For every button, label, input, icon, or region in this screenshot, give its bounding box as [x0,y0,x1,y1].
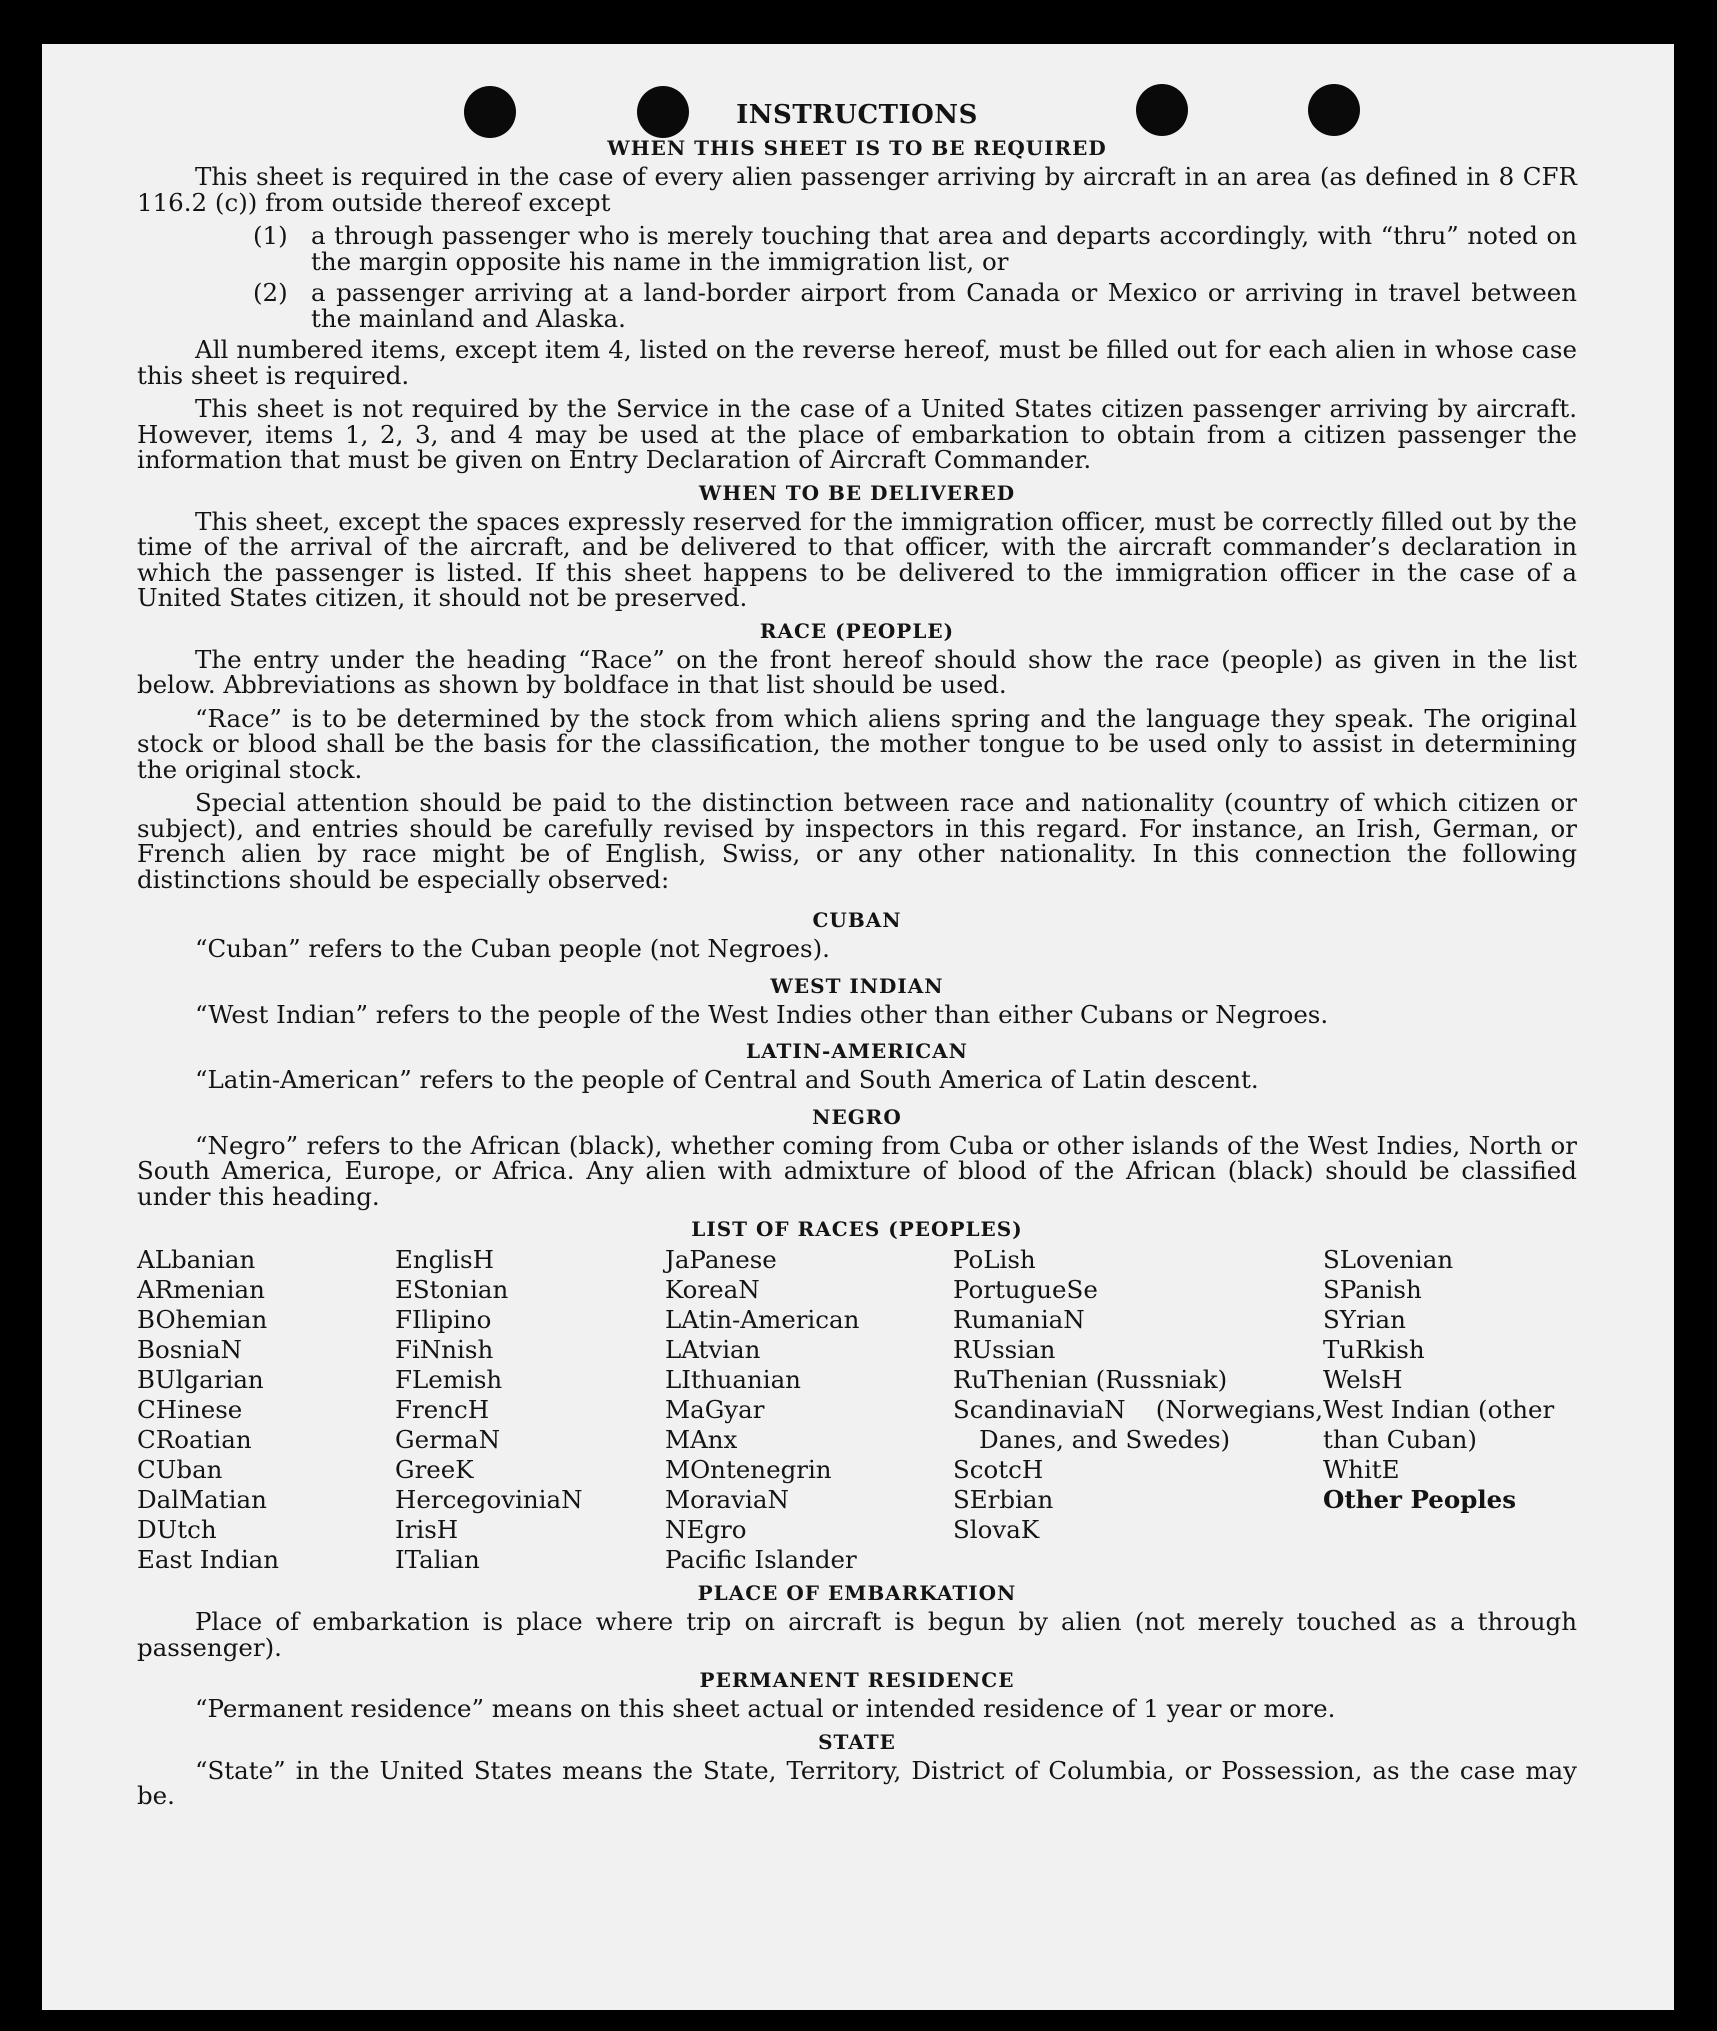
race-entry: WelsH [1323,1365,1403,1394]
state-definition: “State” in the United States means the State, Territory, District of Columbia, or Possession, as the case may be. [137,1755,1577,1810]
race-entry: SErbian [953,1485,1054,1514]
race-entry: DalMatian [137,1485,267,1514]
delivered-text: This sheet, except the spaces expressly reserved for the immigration officer, must be correctly filled out by the time of the arrival of the aircraft, and be delivered to that officer, with the aircraft commander’s declaration in which the passenger is listed. If this sheet happens to be delivered to the immigration officer in the case of a United States citizen, it should not be preserved. [137,506,1577,612]
race-entry: KoreaN [665,1275,760,1304]
race-entry: Other Peoples [1323,1485,1517,1514]
negro-definition: “Negro” refers to the African (black), whether coming from Cuba or other islands of the West Indies, North or South America, Europe, or Africa. Any alien with admixture of blood of the African (black) should be classified under this heading. [137,1130,1577,1211]
races-column-3 [665,1245,953,1575]
race-entry: East Indian [137,1545,280,1574]
race-entry: BosniaN [137,1335,242,1364]
race-entry: JaPanese [665,1245,777,1274]
race-entry: Pacific Islander [665,1545,857,1574]
latin-american-definition: “Latin-American” refers to the people of Central and South America of Latin descent. [195,1065,1259,1094]
document-page [42,44,1674,2010]
race-entry: CUban [137,1455,223,1484]
race-para-2: “Race” is to be determined by the stock from which aliens spring and the language they speak. The original stock or blood shall be the basis for the classification, the mother tongue to be used only to assist in determining the original stock. [137,703,1577,784]
race-entry: NEgro [665,1515,747,1544]
race-entry: SPanish [1323,1275,1422,1304]
race-para-1: The entry under the heading “Race” on the front hereof should show the race (people) as given in the list below. Abbreviations as shown by boldface in that list should be used. [137,644,1577,699]
cuban-definition: “Cuban” refers to the Cuban people (not Negroes). [195,934,830,963]
item-number: (2) [253,278,288,307]
race-entry: TuRkish [1323,1335,1425,1364]
race-entry: MaGyar [665,1395,765,1424]
race-entry: ALbanian [137,1245,256,1274]
section-heading-race: RACE (PEOPLE) [759,618,955,643]
race-entry: ScandinaviaN (Norwegians, Danes, and Swedes) [953,1395,1323,1454]
section-heading-state: STATE [818,1729,896,1754]
race-entry: DUtch [137,1515,217,1544]
race-entry: WhitE [1323,1455,1400,1484]
race-para-3: Special attention should be paid to the distinction between race and nationality (country of which citizen or subject), and entries should be carefully revised by inspectors in this regard. For instance, an Irish, German, or French alien by race might be of English, Swiss, or any other nationality. In this connection the following distinctions should be especially observed: [137,788,1577,894]
race-entry: SLovenian [1323,1245,1454,1274]
race-entry: BOhemian [137,1305,268,1334]
race-entry: MOntenegrin [665,1455,832,1484]
residence-definition: “Permanent residence” means on this sheet actual or intended residence of 1 year or more. [195,1694,1336,1723]
section-heading-negro: NEGRO [812,1104,902,1129]
section-heading-delivered: WHEN TO BE DELIVERED [698,480,1016,505]
section-heading-cuban: CUBAN [812,908,902,932]
race-entry: PoLish [953,1245,1036,1274]
race-entry: West Indian (other than Cuban) [1323,1395,1555,1454]
race-entry: EStonian [395,1275,509,1304]
exception-item [253,223,1577,274]
west-indian-definition: “West Indian” refers to the people of the West Indies other than either Cubans or Negroes. [195,999,1329,1029]
race-entry: GreeK [395,1455,474,1484]
race-entry: EnglisH [395,1245,494,1274]
race-entry: IrisH [395,1515,459,1544]
embarkation-definition: Place of embarkation is place where trip on aircraft is begun by alien (not merely touched as a through passenger). [137,1607,1577,1662]
race-entry: ITalian [395,1545,480,1574]
race-entry: FrencH [395,1395,490,1424]
races-column-5 [1323,1245,1577,1575]
race-entry: LIthuanian [665,1365,801,1394]
race-entry: MoraviaN [665,1485,789,1514]
race-entry: ARmenian [137,1275,265,1304]
race-entry: FLemish [395,1365,503,1394]
race-entry: FiNnish [395,1335,494,1364]
race-entry: FIlipino [395,1305,492,1334]
section-heading-residence: PERMANENT RESIDENCE [699,1668,1015,1692]
required-para-2: All numbered items, except item 4, listed on the reverse hereof, must be filled out for each alien in whose case this sheet is required. [137,335,1577,390]
race-entry: GermaN [395,1425,501,1454]
race-entry: SYrian [1323,1305,1406,1334]
required-intro: This sheet is required in the case of every alien passenger arriving by aircraft in an area (as defined in 8 CFR 116.2 (c)) from outside thereof except [137,162,1577,217]
races-column-2 [395,1245,665,1575]
item-text: a passenger arriving at a land-border airport from Canada or Mexico or arriving in travel between the mainland and Alaska. [311,278,1577,333]
required-para-3: This sheet is not required by the Service in the case of a United States citizen passenger arriving by aircraft. However, items 1, 2, 3, and 4 may be used at the place of embarkation to obtain from a citizen passenger the information that must be given on Entry Declaration of Aircraft Commander. [137,394,1577,474]
race-entry: PortugueSe [953,1275,1098,1304]
race-entry: LAtvian [665,1335,761,1364]
section-heading-list-of-races: LIST OF RACES (PEOPLES) [691,1217,1023,1241]
race-entry: CRoatian [137,1425,252,1454]
item-text: a through passenger who is merely touching that area and departs accordingly, with “thru” noted on the margin opposite his name in the immigration list, or [311,221,1577,276]
race-entry: SlovaK [953,1515,1040,1544]
race-entry: LAtin-American [665,1305,860,1334]
race-entry: BUlgarian [137,1365,264,1394]
races-list [137,1245,1577,1575]
page-title: INSTRUCTIONS [736,100,978,130]
exception-item [253,280,1577,331]
race-entry: HercegoviniaN [395,1485,583,1514]
races-column-4 [953,1245,1323,1575]
item-number: (1) [253,221,288,250]
instructions-content [137,100,1577,1817]
race-entry: RUssian [953,1335,1056,1364]
races-column-1 [137,1245,395,1575]
section-heading-embarkation: PLACE OF EMBARKATION [697,1581,1017,1605]
section-heading-required: WHEN THIS SHEET IS TO BE REQUIRED [607,136,1107,160]
race-entry: MAnx [665,1425,738,1454]
race-entry: RumaniaN [953,1305,1085,1334]
section-heading-west-indian: WEST INDIAN [770,973,944,998]
section-heading-latin-american: LATIN-AMERICAN [746,1039,968,1063]
race-entry: CHinese [137,1395,243,1424]
race-entry: ScotcH [953,1455,1044,1484]
race-entry: RuThenian (Russniak) [953,1365,1228,1394]
